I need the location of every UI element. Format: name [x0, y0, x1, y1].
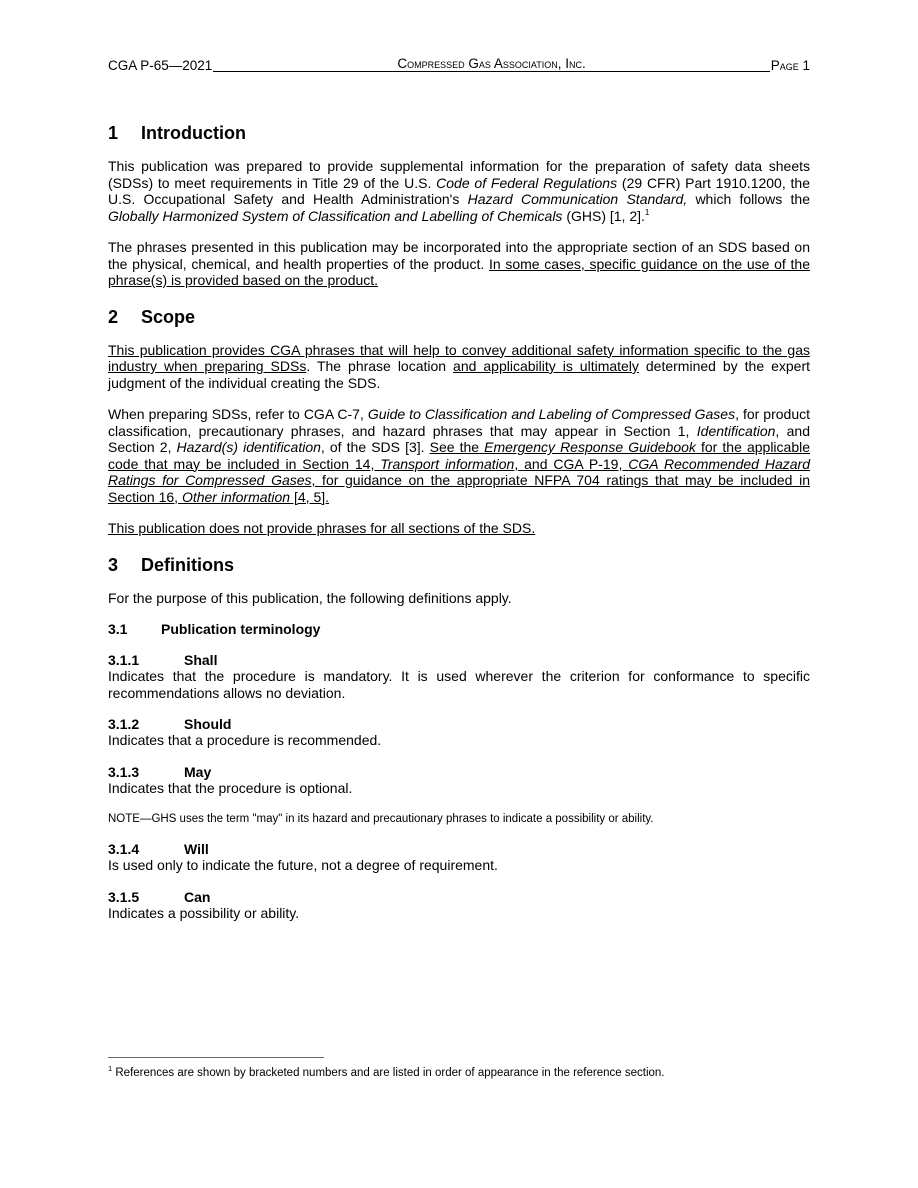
scope-paragraph-1: This publication provides CGA phrases that will help to convey additional safety information specific to the gas industry when preparing SDSs. The phrase location and applicability is ultimately determined by the expert judgment of the individual creating the SDS.	[108, 341, 810, 391]
header-publisher: Compressed Gas Association, Inc.	[213, 57, 769, 72]
definition-heading: 3.1.2 Should	[108, 716, 232, 732]
definition-text: Indicates a possibility or ability.	[108, 904, 300, 921]
definition-heading: 3.1.3 May	[108, 763, 212, 780]
definition-may	[108, 764, 810, 797]
definition-heading: 3.1.1 Shall	[108, 652, 218, 668]
section-title: Introduction	[141, 123, 246, 143]
definition-will	[108, 841, 810, 874]
footnote-text: References are shown by bracketed numbers and are listed in order of appearance in the reference section.	[112, 1067, 665, 1079]
definition-heading: 3.1.5 Can	[108, 888, 211, 905]
definition-text: Indicates that the procedure is mandatory. It is used wherever the criterion for conformance to specific recommendations allows no deviation.	[108, 668, 810, 701]
definition-text: Indicates that a procedure is recommended.	[108, 732, 382, 748]
definition-should	[108, 716, 810, 749]
section-title: Scope	[141, 306, 196, 327]
footnote-separator	[108, 1057, 324, 1058]
footnote-ref: 1	[644, 207, 650, 217]
definition-heading: 3.1.4 Will	[108, 841, 209, 857]
section-2-heading	[108, 304, 810, 330]
definitions-intro: For the purpose of this publication, the following definitions apply.	[108, 589, 512, 606]
section-1-heading	[108, 120, 810, 146]
footnote	[108, 1066, 810, 1080]
definition-text: Is used only to indicate the future, not a degree of requirement.	[108, 857, 498, 873]
section-number: 3	[108, 554, 119, 575]
scope-paragraph-2: When preparing SDSs, refer to CGA C-7, Guide to Classification and Labeling of Compressed Gases, for product classification, precautionary phrases, and hazard phrases that may appear in Section 1, Identification, and Section 2, Hazard(s) identification, of the SDS [3]. See the Emergency Response Guidebook for the applicable code that may be included in Section 14, Transport information, and CGA P-19, CGA Recommended Hazard Ratings for Compressed Gases, for guidance on the appropriate NFPA 704 ratings that may be included in Section 16, Other information [4, 5].	[108, 406, 811, 505]
section-title: Definitions	[141, 554, 234, 575]
intro-paragraph-2: The phrases presented in this publication may be incorporated into the appropriate section of an SDS based on the physical, chemical, and health properties of the product. In some cases, specific guidance on the use of the phrase(s) is provided based on the product.	[108, 239, 810, 288]
section-number: 2	[108, 306, 119, 327]
intro-paragraph-1: This publication was prepared to provide supplemental information for the preparation of safety data sheets (SDSs) to meet requirements in Title 29 of the U.S. Code of Federal Regulations (29 CFR) Part 1910.1200, the U.S. Occupational Safety and Health Administration's Hazard Communication Standard, which follows the Globally Harmonized System of Classification and Labelling of Chemicals (GHS) [1, 2].$^1$	[108, 158, 810, 224]
note: NOTE—GHS uses the term "may" in its hazard and precautionary phrases to indicate a possibility or ability.	[108, 813, 654, 825]
definition-shall	[108, 652, 810, 701]
subsection-3-1-heading: 3.1 Publication terminology	[108, 621, 321, 637]
header-page-number: Page 1	[770, 58, 810, 73]
header-doc-id: CGA P-65—2021	[108, 58, 213, 73]
definition-can	[108, 889, 810, 922]
page-body	[108, 120, 810, 921]
running-header	[108, 54, 810, 74]
section-3-heading	[108, 552, 810, 578]
section-number: 1	[108, 123, 119, 143]
scope-paragraph-3: This publication does not provide phrases for all sections of the SDS.	[108, 520, 536, 536]
definition-text: Indicates that the procedure is optional.	[108, 779, 353, 796]
footnote-marker: 1	[108, 1064, 113, 1073]
